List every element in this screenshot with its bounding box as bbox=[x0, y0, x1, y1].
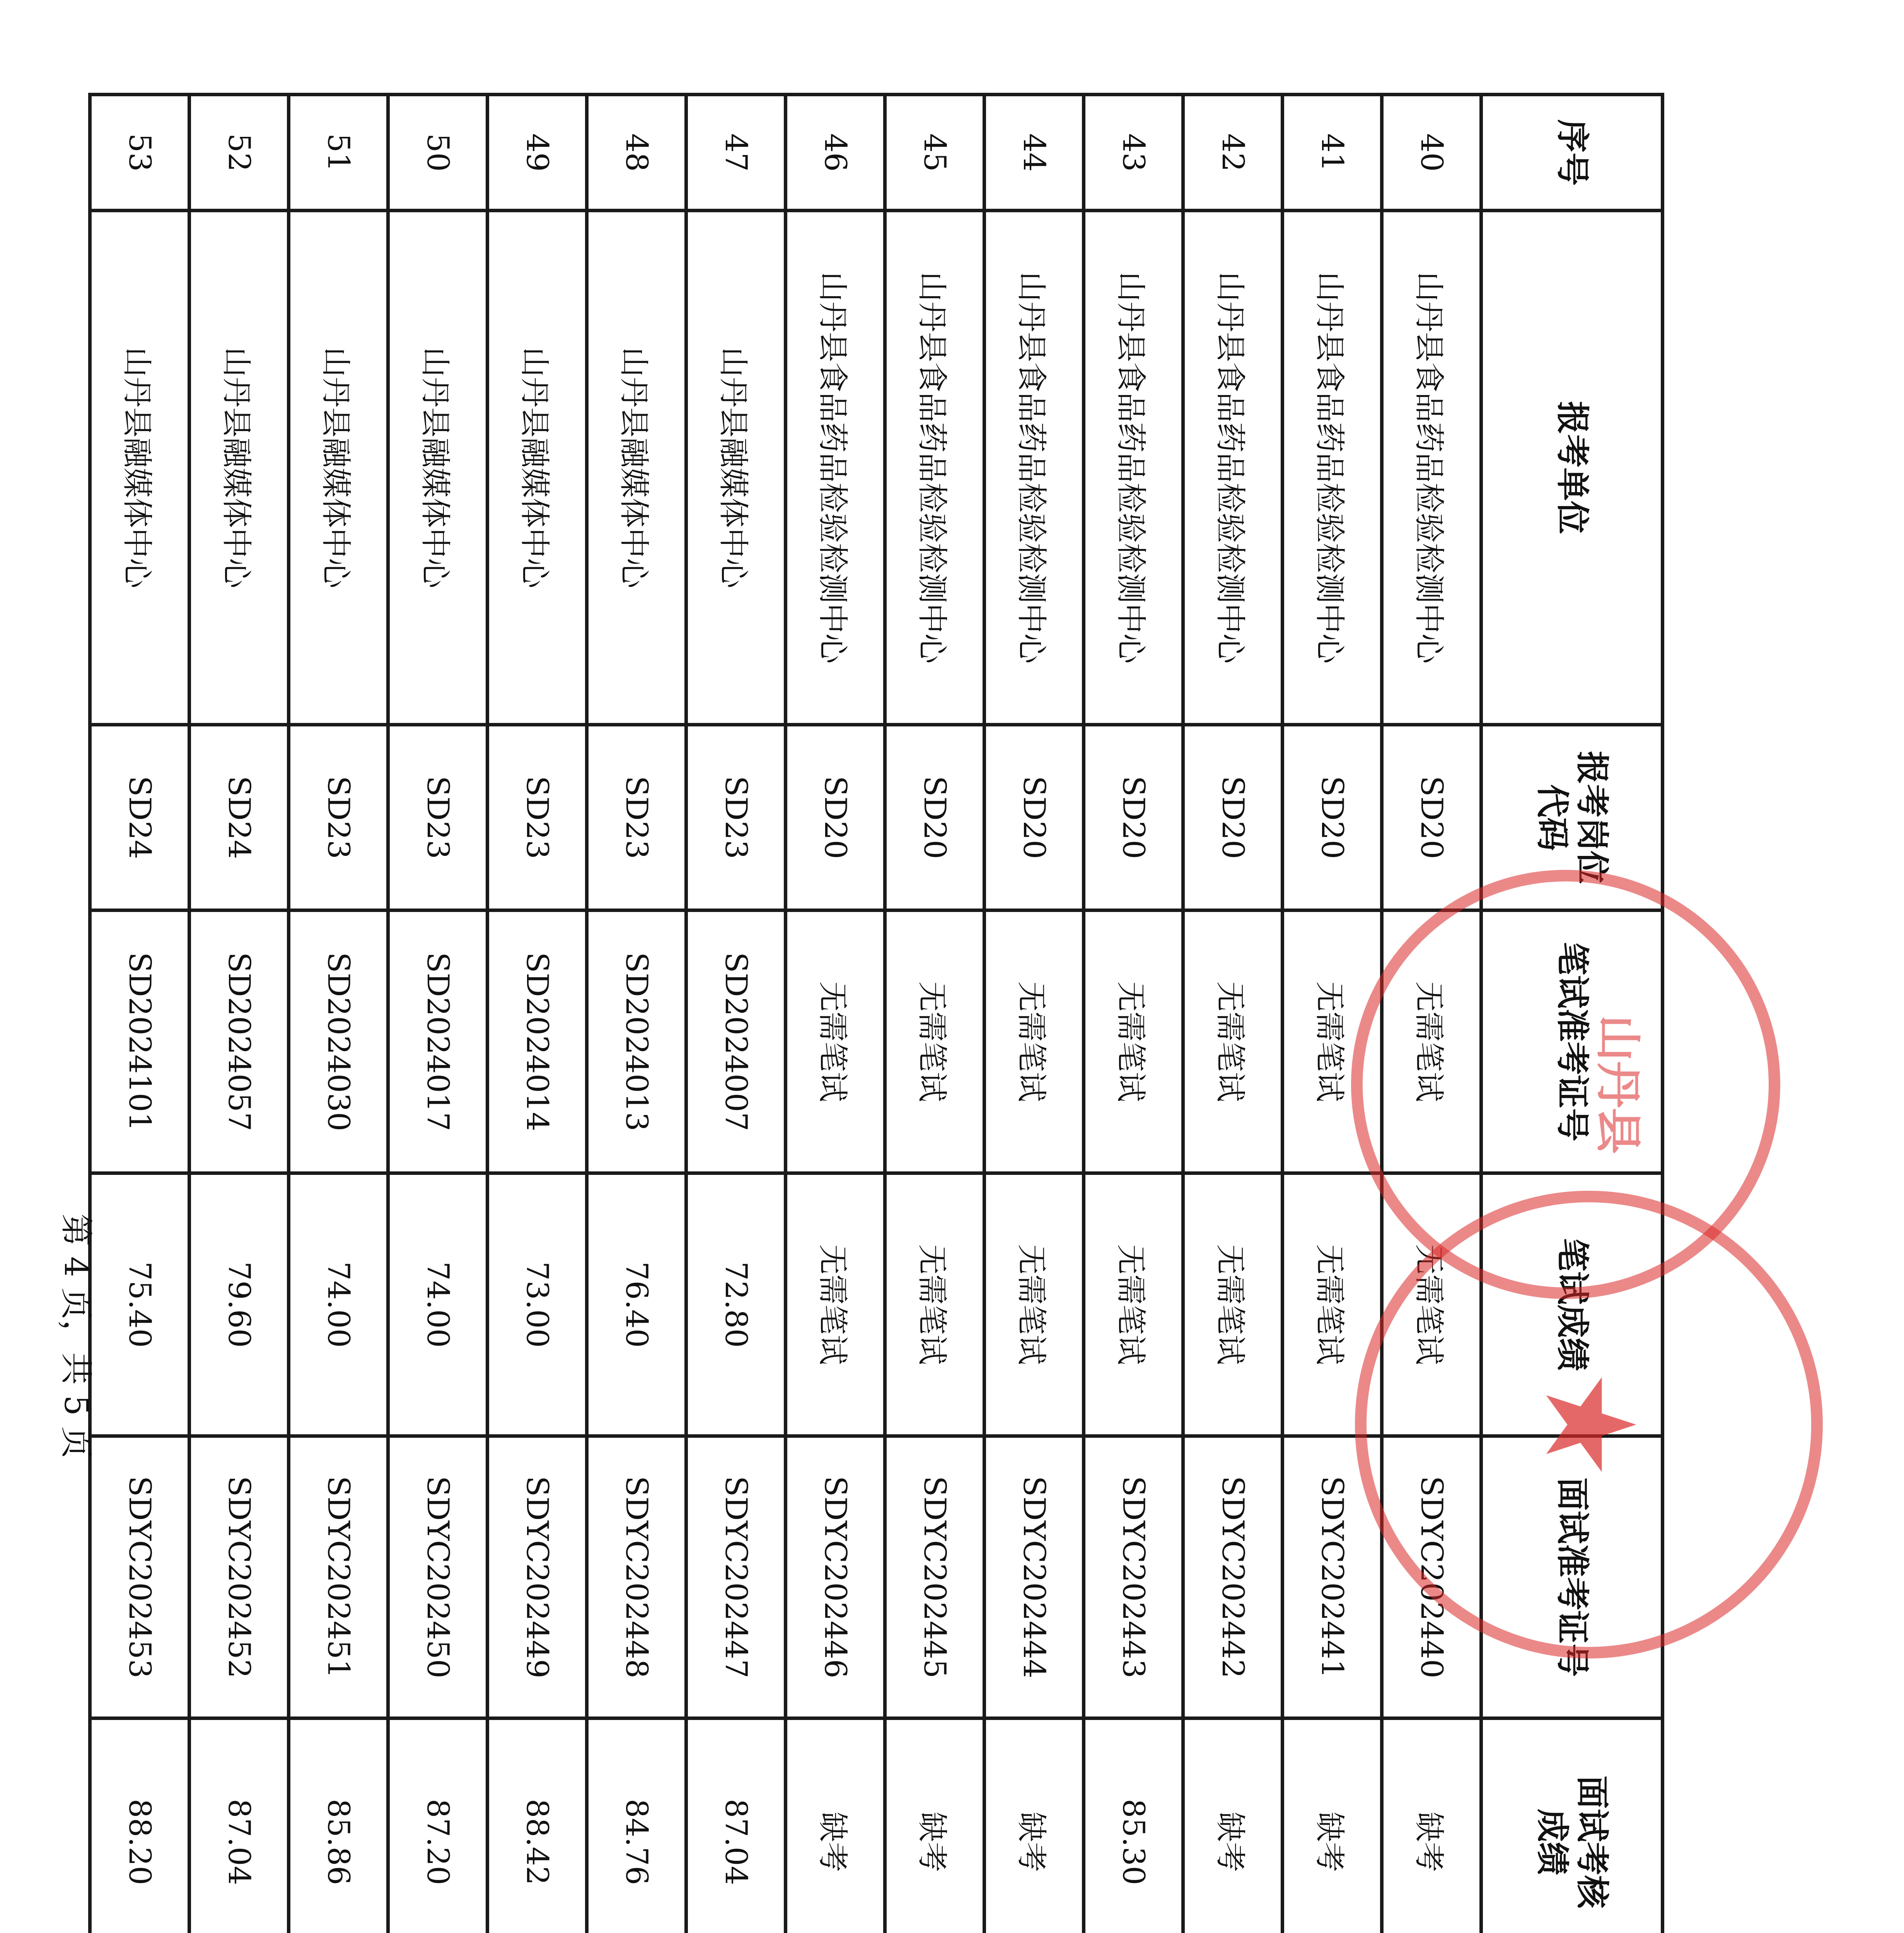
cell-unit: 山丹县食品药品检验检测中心 bbox=[786, 211, 885, 725]
cell-interview-id: SDYC202447 bbox=[686, 1436, 786, 1718]
table-row bbox=[587, 95, 686, 1933]
cell-unit: 山丹县融媒体中心 bbox=[189, 211, 289, 725]
header-unit: 报考单位 bbox=[1481, 211, 1663, 725]
cell-written-score: 79.60 bbox=[189, 1173, 289, 1436]
table-row bbox=[686, 95, 786, 1933]
cell-interview-score: 87.04 bbox=[686, 1718, 786, 1933]
cell-interview-id: SDYC202445 bbox=[885, 1436, 984, 1718]
cell-interview-score: 87.04 bbox=[189, 1718, 289, 1933]
cell-interview-score: 缺考 bbox=[1283, 1718, 1382, 1933]
seal-text: 山丹县 bbox=[1591, 1015, 1645, 1154]
cell-written-id: SD2024014 bbox=[488, 910, 587, 1173]
cell-unit: 山丹县融媒体中心 bbox=[289, 211, 388, 725]
cell-interview-score: 88.42 bbox=[488, 1718, 587, 1933]
cell-written-score: 无需笔试 bbox=[1084, 1173, 1183, 1436]
table-row bbox=[90, 95, 189, 1933]
cell-written-score: 73.00 bbox=[488, 1173, 587, 1436]
cell-code: SD23 bbox=[488, 725, 587, 910]
cell-interview-score: 85.86 bbox=[289, 1718, 388, 1933]
cell-code: SD20 bbox=[1183, 725, 1283, 910]
table-body bbox=[90, 95, 1481, 1933]
cell-unit: 山丹县融媒体中心 bbox=[388, 211, 488, 725]
score-table bbox=[88, 93, 1664, 1933]
cell-no: 43 bbox=[1084, 95, 1183, 211]
cell-interview-score: 缺考 bbox=[984, 1718, 1084, 1933]
cell-interview-id: SDYC202448 bbox=[587, 1436, 686, 1718]
header-written-score: 笔试成绩 bbox=[1481, 1173, 1663, 1436]
table-row bbox=[984, 95, 1084, 1933]
cell-interview-id: SDYC202451 bbox=[289, 1436, 388, 1718]
table-row bbox=[189, 95, 289, 1933]
cell-code: SD20 bbox=[1084, 725, 1183, 910]
cell-written-id: 无需笔试 bbox=[1084, 910, 1183, 1173]
cell-interview-score: 缺考 bbox=[885, 1718, 984, 1933]
cell-interview-score: 缺考 bbox=[1183, 1718, 1283, 1933]
cell-code: SD24 bbox=[189, 725, 289, 910]
cell-no: 49 bbox=[488, 95, 587, 211]
cell-no: 45 bbox=[885, 95, 984, 211]
cell-written-id: 无需笔试 bbox=[1183, 910, 1283, 1173]
cell-written-score: 72.80 bbox=[686, 1173, 786, 1436]
cell-code: SD24 bbox=[90, 725, 189, 910]
cell-interview-score: 87.20 bbox=[388, 1718, 488, 1933]
cell-interview-id: SDYC202446 bbox=[786, 1436, 885, 1718]
cell-unit: 山丹县融媒体中心 bbox=[90, 211, 189, 725]
cell-no: 51 bbox=[289, 95, 388, 211]
cell-code: SD20 bbox=[984, 725, 1084, 910]
cell-written-id: SD2024030 bbox=[289, 910, 388, 1173]
table-row bbox=[388, 95, 488, 1933]
cell-written-id: SD2024017 bbox=[388, 910, 488, 1173]
cell-no: 53 bbox=[90, 95, 189, 211]
cell-no: 50 bbox=[388, 95, 488, 211]
cell-written-score: 74.00 bbox=[289, 1173, 388, 1436]
header-interview-id: 面试准考证号 bbox=[1481, 1436, 1663, 1718]
cell-written-id: 无需笔试 bbox=[786, 910, 885, 1173]
header-interview-score: 面试考核 成绩 bbox=[1481, 1718, 1663, 1933]
cell-unit: 山丹县食品药品检验检测中心 bbox=[885, 211, 984, 725]
cell-written-score: 无需笔试 bbox=[786, 1173, 885, 1436]
cell-code: SD20 bbox=[786, 725, 885, 910]
cell-no: 44 bbox=[984, 95, 1084, 211]
cell-interview-id: SDYC202442 bbox=[1183, 1436, 1283, 1718]
cell-interview-score: 88.20 bbox=[90, 1718, 189, 1933]
header-index: 序号 bbox=[1481, 95, 1663, 211]
cell-unit: 山丹县食品药品检验检测中心 bbox=[1183, 211, 1283, 725]
cell-unit: 山丹县食品药品检验检测中心 bbox=[1382, 211, 1481, 725]
cell-written-score: 75.40 bbox=[90, 1173, 189, 1436]
seal-star-icon: ★ bbox=[1517, 1369, 1661, 1480]
cell-no: 46 bbox=[786, 95, 885, 211]
cell-no: 47 bbox=[686, 95, 786, 211]
cell-code: SD23 bbox=[686, 725, 786, 910]
table-row bbox=[488, 95, 587, 1933]
cell-written-id: 无需笔试 bbox=[984, 910, 1084, 1173]
header-written-id: 笔试准考证号 bbox=[1481, 910, 1663, 1173]
cell-no: 52 bbox=[189, 95, 289, 211]
cell-unit: 山丹县融媒体中心 bbox=[488, 211, 587, 725]
cell-unit: 山丹县融媒体中心 bbox=[686, 211, 786, 725]
cell-code: SD20 bbox=[885, 725, 984, 910]
cell-written-id: 无需笔试 bbox=[885, 910, 984, 1173]
cell-interview-id: SDYC202450 bbox=[388, 1436, 488, 1718]
cell-interview-id: SDYC202443 bbox=[1084, 1436, 1183, 1718]
cell-written-score: 76.40 bbox=[587, 1173, 686, 1436]
cell-written-score: 无需笔试 bbox=[1283, 1173, 1382, 1436]
table-row bbox=[1084, 95, 1183, 1933]
cell-unit: 山丹县食品药品检验检测中心 bbox=[1283, 211, 1382, 725]
cell-interview-score: 85.30 bbox=[1084, 1718, 1183, 1933]
cell-written-score: 无需笔试 bbox=[984, 1173, 1084, 1436]
cell-no: 42 bbox=[1183, 95, 1283, 211]
cell-written-id: 无需笔试 bbox=[1283, 910, 1382, 1173]
page-footer: 第 4 页，共 5 页 bbox=[57, 1214, 95, 1459]
cell-unit: 山丹县食品药品检验检测中心 bbox=[984, 211, 1084, 725]
table-row bbox=[1283, 95, 1382, 1933]
cell-unit: 山丹县融媒体中心 bbox=[587, 211, 686, 725]
cell-interview-id: SDYC202452 bbox=[189, 1436, 289, 1718]
cell-interview-score: 缺考 bbox=[786, 1718, 885, 1933]
table-row bbox=[289, 95, 388, 1933]
cell-interview-id: SDYC202444 bbox=[984, 1436, 1084, 1718]
cell-code: SD23 bbox=[388, 725, 488, 910]
cell-code: SD20 bbox=[1283, 725, 1382, 910]
cell-written-score: 74.00 bbox=[388, 1173, 488, 1436]
cell-code: SD23 bbox=[587, 725, 686, 910]
cell-interview-score: 缺考 bbox=[1382, 1718, 1481, 1933]
cell-interview-id: SDYC202453 bbox=[90, 1436, 189, 1718]
cell-interview-id: SDYC202441 bbox=[1283, 1436, 1382, 1718]
cell-written-id: SD2024101 bbox=[90, 910, 189, 1173]
cell-written-score: 无需笔试 bbox=[1183, 1173, 1283, 1436]
cell-written-id: 无需笔试 bbox=[1382, 910, 1481, 1173]
cell-no: 48 bbox=[587, 95, 686, 211]
cell-interview-score: 84.76 bbox=[587, 1718, 686, 1933]
cell-interview-id: SDYC202449 bbox=[488, 1436, 587, 1718]
table-header-row bbox=[1481, 95, 1663, 1933]
table-row bbox=[885, 95, 984, 1933]
cell-written-score: 无需笔试 bbox=[1382, 1173, 1481, 1436]
cell-written-id: SD2024007 bbox=[686, 910, 786, 1173]
table-row bbox=[1382, 95, 1481, 1933]
cell-no: 40 bbox=[1382, 95, 1481, 211]
cell-no: 41 bbox=[1283, 95, 1382, 211]
cell-code: SD20 bbox=[1382, 725, 1481, 910]
table-row bbox=[786, 95, 885, 1933]
header-post-code: 报考岗位 代码 bbox=[1481, 725, 1663, 910]
table-row bbox=[1183, 95, 1283, 1933]
cell-written-score: 无需笔试 bbox=[885, 1173, 984, 1436]
cell-written-id: SD2024057 bbox=[189, 910, 289, 1173]
cell-written-id: SD2024013 bbox=[587, 910, 686, 1173]
cell-unit: 山丹县食品药品检验检测中心 bbox=[1084, 211, 1183, 725]
cell-code: SD23 bbox=[289, 725, 388, 910]
cell-interview-id: SDYC202440 bbox=[1382, 1436, 1481, 1718]
